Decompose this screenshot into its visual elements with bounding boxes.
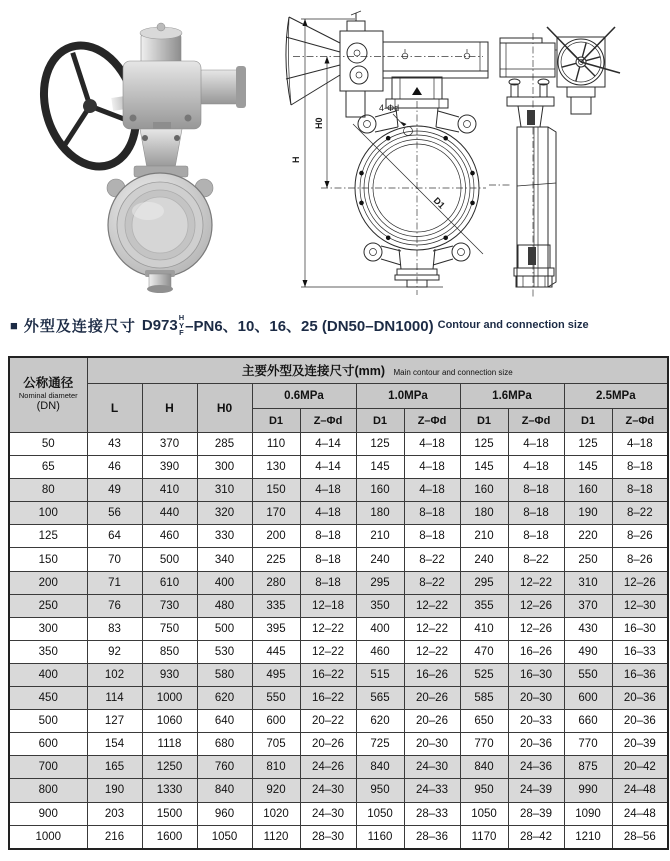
dim-cell: 20–39 (612, 733, 668, 756)
dim-cell: 24–26 (300, 756, 356, 779)
dn-cell: 300 (9, 617, 87, 640)
dn-cell: 700 (9, 756, 87, 779)
dn-cell: 50 (9, 433, 87, 456)
dim-cell: 550 (252, 687, 300, 710)
dn-cell: 100 (9, 502, 87, 525)
dim-label-h: H (291, 156, 301, 163)
dim-cell: 4–14 (300, 456, 356, 479)
dim-cell: 160 (564, 479, 612, 502)
dim-cell: 400 (197, 571, 252, 594)
dim-cell: 440 (142, 502, 197, 525)
dim-cell: 4–18 (300, 479, 356, 502)
dim-cell: 125 (564, 433, 612, 456)
dim-cell: 114 (87, 687, 142, 710)
table-row (9, 548, 668, 571)
dn-cell: 350 (9, 640, 87, 663)
dim-cell: 620 (197, 687, 252, 710)
dn-cell: 80 (9, 479, 87, 502)
table-row (9, 456, 668, 479)
dim-cell: 240 (460, 548, 508, 571)
table-row (9, 779, 668, 802)
dim-cell: 8–18 (300, 548, 356, 571)
dim-cell: 20–42 (612, 756, 668, 779)
table-row (9, 617, 668, 640)
dim-cell: 850 (142, 640, 197, 663)
dim-cell: 12–22 (300, 640, 356, 663)
dim-cell: 810 (252, 756, 300, 779)
dim-cell: 920 (252, 779, 300, 802)
dim-cell: 930 (142, 663, 197, 686)
dim-cell: 145 (356, 456, 404, 479)
dim-cell: 4–18 (404, 479, 460, 502)
dn-cell: 800 (9, 779, 87, 802)
subcol-d1: D1 (356, 409, 404, 433)
dim-cell: 1160 (356, 825, 404, 849)
dim-cell: 225 (252, 548, 300, 571)
dim-cell: 8–18 (508, 525, 564, 548)
dim-cell: 350 (356, 594, 404, 617)
dim-cell: 165 (87, 756, 142, 779)
dim-cell: 12–22 (300, 617, 356, 640)
dim-cell: 680 (197, 733, 252, 756)
table-row (9, 802, 668, 825)
dim-cell: 49 (87, 479, 142, 502)
dim-cell: 200 (252, 525, 300, 548)
dim-cell: 20–26 (404, 687, 460, 710)
dim-cell: 20–26 (404, 710, 460, 733)
dim-cell: 127 (87, 710, 142, 733)
dn-cell: 500 (9, 710, 87, 733)
table-row (9, 571, 668, 594)
title-en: Contour and connection size (437, 319, 589, 332)
dim-cell: 12–30 (612, 594, 668, 617)
table-row (9, 433, 668, 456)
dim-cell: 110 (252, 433, 300, 456)
dim-cell: 20–26 (300, 733, 356, 756)
dim-cell: 840 (460, 756, 508, 779)
dim-cell: 28–39 (508, 802, 564, 825)
dn-cell: 125 (9, 525, 87, 548)
dim-cell: 160 (356, 479, 404, 502)
dim-cell: 16–30 (612, 617, 668, 640)
table-row (9, 663, 668, 686)
dim-cell: 1020 (252, 802, 300, 825)
dim-cell: 1170 (460, 825, 508, 849)
dim-cell: 16–33 (612, 640, 668, 663)
dim-cell: 390 (142, 456, 197, 479)
dim-cell: 203 (87, 802, 142, 825)
dim-cell: 20–36 (508, 733, 564, 756)
dim-label-h0: H0 (314, 117, 324, 129)
dn-cell: 150 (9, 548, 87, 571)
dim-cell: 550 (564, 663, 612, 686)
dim-cell: 12–18 (300, 594, 356, 617)
dim-cell: 525 (460, 663, 508, 686)
dim-cell: 125 (356, 433, 404, 456)
valve-photo-svg (28, 6, 273, 298)
dim-cell: 20–36 (612, 687, 668, 710)
table-row (9, 687, 668, 710)
dim-cell: 8–18 (404, 502, 460, 525)
title-model: D973 (141, 316, 178, 334)
dim-cell: 610 (142, 571, 197, 594)
dim-cell: 170 (252, 502, 300, 525)
dim-cell: 24–36 (508, 756, 564, 779)
dim-cell: 216 (87, 825, 142, 849)
dim-cell: 8–18 (404, 525, 460, 548)
bolt-callout-label: 4-Φd (379, 103, 400, 113)
dim-cell: 495 (252, 663, 300, 686)
dim-cell: 8–22 (508, 548, 564, 571)
dim-cell: 28–30 (300, 825, 356, 849)
title-cn: 外型及连接尺寸 (23, 317, 136, 335)
dim-cell: 960 (197, 802, 252, 825)
corner-unit: (DN) (36, 399, 60, 412)
dim-cell: 460 (356, 640, 404, 663)
valve-photo (28, 6, 273, 298)
subcol-d1: D1 (460, 409, 508, 433)
dim-cell: 580 (197, 663, 252, 686)
dim-cell: 280 (252, 571, 300, 594)
dim-cell: 180 (460, 502, 508, 525)
dn-cell: 450 (9, 687, 87, 710)
dn-cell: 1000 (9, 825, 87, 849)
dim-cell: 950 (460, 779, 508, 802)
title-spec: –PN6、10、16、25 (DN50–DN1000) (185, 317, 434, 335)
dim-cell: 150 (252, 479, 300, 502)
dim-cell: 310 (197, 479, 252, 502)
table-row (9, 825, 668, 849)
pressure-header-2-5mpa: 2.5MPa (564, 384, 668, 409)
dim-cell: 4–14 (300, 433, 356, 456)
pressure-header-1-6mpa: 1.6MPa (460, 384, 564, 409)
dim-cell: 8–26 (612, 548, 668, 571)
dim-cell: 310 (564, 571, 612, 594)
dim-cell: 12–26 (508, 617, 564, 640)
dim-cell: 1250 (142, 756, 197, 779)
table-row (9, 502, 668, 525)
dim-cell: 4–18 (404, 456, 460, 479)
dim-cell: 1600 (142, 825, 197, 849)
dim-cell: 4–18 (612, 433, 668, 456)
dim-cell: 8–18 (508, 479, 564, 502)
dim-cell: 190 (564, 502, 612, 525)
dim-cell: 1050 (356, 802, 404, 825)
dim-cell: 840 (197, 779, 252, 802)
dim-cell: 16–30 (508, 663, 564, 686)
dim-cell: 16–22 (300, 687, 356, 710)
table-row (9, 479, 668, 502)
table-row (9, 525, 668, 548)
front-view-svg (283, 5, 490, 305)
dim-cell: 8–18 (612, 456, 668, 479)
dim-cell: 340 (197, 548, 252, 571)
dim-cell: 620 (356, 710, 404, 733)
dim-cell: 400 (356, 617, 404, 640)
dim-cell: 565 (356, 687, 404, 710)
dim-cell: 1050 (460, 802, 508, 825)
dim-cell: 355 (460, 594, 508, 617)
side-view-svg (487, 5, 667, 305)
dim-cell: 46 (87, 456, 142, 479)
dim-cell: 8–22 (612, 502, 668, 525)
dim-cell: 750 (142, 617, 197, 640)
dim-cell: 76 (87, 594, 142, 617)
main-header-en: Main contour and connection size (393, 368, 513, 377)
pressure-header-1-0mpa: 1.0MPa (356, 384, 460, 409)
table-row (9, 756, 668, 779)
dim-cell: 600 (252, 710, 300, 733)
dim-cell: 460 (142, 525, 197, 548)
dim-cell: 12–22 (404, 594, 460, 617)
dim-cell: 24–30 (300, 779, 356, 802)
dim-cell: 210 (460, 525, 508, 548)
title-bullet-icon: ■ (10, 317, 18, 333)
dim-cell: 180 (356, 502, 404, 525)
dim-cell: 220 (564, 525, 612, 548)
dim-cell: 24–30 (300, 802, 356, 825)
dim-cell: 1090 (564, 802, 612, 825)
variant-h: H (178, 313, 185, 322)
dn-cell: 600 (9, 733, 87, 756)
dimension-table-body (9, 433, 668, 849)
dim-cell: 24–48 (612, 779, 668, 802)
dim-cell: 410 (460, 617, 508, 640)
dim-cell: 16–26 (404, 663, 460, 686)
dim-cell: 56 (87, 502, 142, 525)
dim-label-d1: D1 (431, 195, 447, 211)
dim-cell: 1060 (142, 710, 197, 733)
dim-cell: 8–18 (612, 479, 668, 502)
dim-cell: 295 (460, 571, 508, 594)
dim-cell: 770 (564, 733, 612, 756)
dim-cell: 145 (564, 456, 612, 479)
dim-cell: 585 (460, 687, 508, 710)
dim-cell: 8–26 (612, 525, 668, 548)
dim-cell: 990 (564, 779, 612, 802)
dim-cell: 1000 (142, 687, 197, 710)
dim-cell: 395 (252, 617, 300, 640)
dim-cell: 12–26 (508, 594, 564, 617)
dim-cell: 71 (87, 571, 142, 594)
dim-cell: 370 (142, 433, 197, 456)
dim-cell: 130 (252, 456, 300, 479)
dim-cell: 430 (564, 617, 612, 640)
dim-cell: 28–36 (404, 825, 460, 849)
table-row (9, 640, 668, 663)
dim-cell: 4–18 (404, 433, 460, 456)
dim-cell: 295 (356, 571, 404, 594)
col-header-l: L (87, 384, 142, 433)
dim-cell: 12–26 (612, 571, 668, 594)
dim-cell: 24–48 (612, 802, 668, 825)
dim-cell: 12–22 (508, 571, 564, 594)
dim-cell: 330 (197, 525, 252, 548)
dim-cell: 20–30 (508, 687, 564, 710)
dim-cell: 190 (87, 779, 142, 802)
dim-cell: 770 (460, 733, 508, 756)
corner-en: Nominal diameter (18, 390, 78, 400)
table-row (9, 594, 668, 617)
dim-cell: 500 (142, 548, 197, 571)
dim-cell: 210 (356, 525, 404, 548)
dim-cell: 470 (460, 640, 508, 663)
dim-cell: 1500 (142, 802, 197, 825)
dn-cell: 900 (9, 802, 87, 825)
title-variant-stack (179, 314, 184, 337)
dim-cell: 1210 (564, 825, 612, 849)
dim-cell: 240 (356, 548, 404, 571)
dim-cell: 125 (460, 433, 508, 456)
dim-cell: 1120 (252, 825, 300, 849)
dn-cell: 200 (9, 571, 87, 594)
dim-cell: 320 (197, 502, 252, 525)
dim-cell: 24–30 (404, 756, 460, 779)
dim-cell: 64 (87, 525, 142, 548)
dim-cell: 160 (460, 479, 508, 502)
dim-cell: 12–22 (404, 617, 460, 640)
dim-cell: 725 (356, 733, 404, 756)
dim-cell: 730 (142, 594, 197, 617)
dim-cell: 20–22 (300, 710, 356, 733)
dim-cell: 1050 (197, 825, 252, 849)
subcol-d1: D1 (564, 409, 612, 433)
dim-cell: 530 (197, 640, 252, 663)
dim-cell: 8–22 (404, 571, 460, 594)
dim-cell: 875 (564, 756, 612, 779)
dim-cell: 445 (252, 640, 300, 663)
dn-cell: 400 (9, 663, 87, 686)
dim-cell: 102 (87, 663, 142, 686)
dim-cell: 640 (197, 710, 252, 733)
dim-cell: 760 (197, 756, 252, 779)
table-row (9, 710, 668, 733)
dim-cell: 840 (356, 756, 404, 779)
dim-cell: 145 (460, 456, 508, 479)
dim-cell: 410 (142, 479, 197, 502)
dim-cell: 16–36 (612, 663, 668, 686)
dim-cell: 4–18 (300, 502, 356, 525)
side-view-drawing (487, 5, 667, 305)
dn-cell: 65 (9, 456, 87, 479)
main-header (87, 357, 668, 384)
dim-cell: 12–22 (404, 640, 460, 663)
front-view-drawing (283, 5, 490, 305)
dim-cell: 8–18 (300, 571, 356, 594)
dim-cell: 515 (356, 663, 404, 686)
dim-cell: 285 (197, 433, 252, 456)
dim-cell: 16–26 (508, 640, 564, 663)
dim-cell: 600 (564, 687, 612, 710)
dim-cell: 250 (564, 548, 612, 571)
dim-cell: 335 (252, 594, 300, 617)
dim-cell: 28–42 (508, 825, 564, 849)
dim-cell: 24–39 (508, 779, 564, 802)
dim-cell: 20–36 (612, 710, 668, 733)
table-row (9, 733, 668, 756)
variant-y: Y (178, 320, 184, 330)
main-header-cn: 主要外型及连接尺寸(mm) (241, 364, 386, 378)
subcol-d1: D1 (252, 409, 300, 433)
dimension-table-wrap (8, 356, 669, 850)
dim-cell: 480 (197, 594, 252, 617)
dim-cell: 28–56 (612, 825, 668, 849)
section-title (10, 314, 589, 337)
col-header-nominal-diameter (9, 357, 87, 433)
dim-cell: 1330 (142, 779, 197, 802)
dim-cell: 20–33 (508, 710, 564, 733)
subcol-zfd: Z–Φd (508, 409, 564, 433)
variant-f: F (179, 328, 184, 337)
pressure-header-0-6mpa: 0.6MPa (252, 384, 356, 409)
dim-cell: 300 (197, 456, 252, 479)
dim-cell: 660 (564, 710, 612, 733)
dim-cell: 154 (87, 733, 142, 756)
dim-cell: 92 (87, 640, 142, 663)
col-header-h: H (142, 384, 197, 433)
dim-cell: 500 (197, 617, 252, 640)
dim-cell: 8–18 (300, 525, 356, 548)
dim-cell: 20–30 (404, 733, 460, 756)
dim-cell: 490 (564, 640, 612, 663)
dim-cell: 1118 (142, 733, 197, 756)
dim-cell: 28–33 (404, 802, 460, 825)
dim-cell: 8–18 (508, 502, 564, 525)
subcol-zfd: Z–Φd (404, 409, 460, 433)
dim-cell: 4–18 (508, 456, 564, 479)
dn-cell: 250 (9, 594, 87, 617)
dim-cell: 950 (356, 779, 404, 802)
dim-cell: 370 (564, 594, 612, 617)
col-header-h0: H0 (197, 384, 252, 433)
dimension-table (8, 356, 669, 850)
dim-cell: 24–33 (404, 779, 460, 802)
dim-cell: 705 (252, 733, 300, 756)
dim-cell: 70 (87, 548, 142, 571)
subcol-zfd: Z–Φd (612, 409, 668, 433)
dim-cell: 83 (87, 617, 142, 640)
corner-cn: 公称通径 (23, 376, 74, 391)
dim-cell: 650 (460, 710, 508, 733)
dim-cell: 16–22 (300, 663, 356, 686)
dim-cell: 8–22 (404, 548, 460, 571)
dim-cell: 43 (87, 433, 142, 456)
dim-cell: 4–18 (508, 433, 564, 456)
subcol-zfd: Z–Φd (300, 409, 356, 433)
